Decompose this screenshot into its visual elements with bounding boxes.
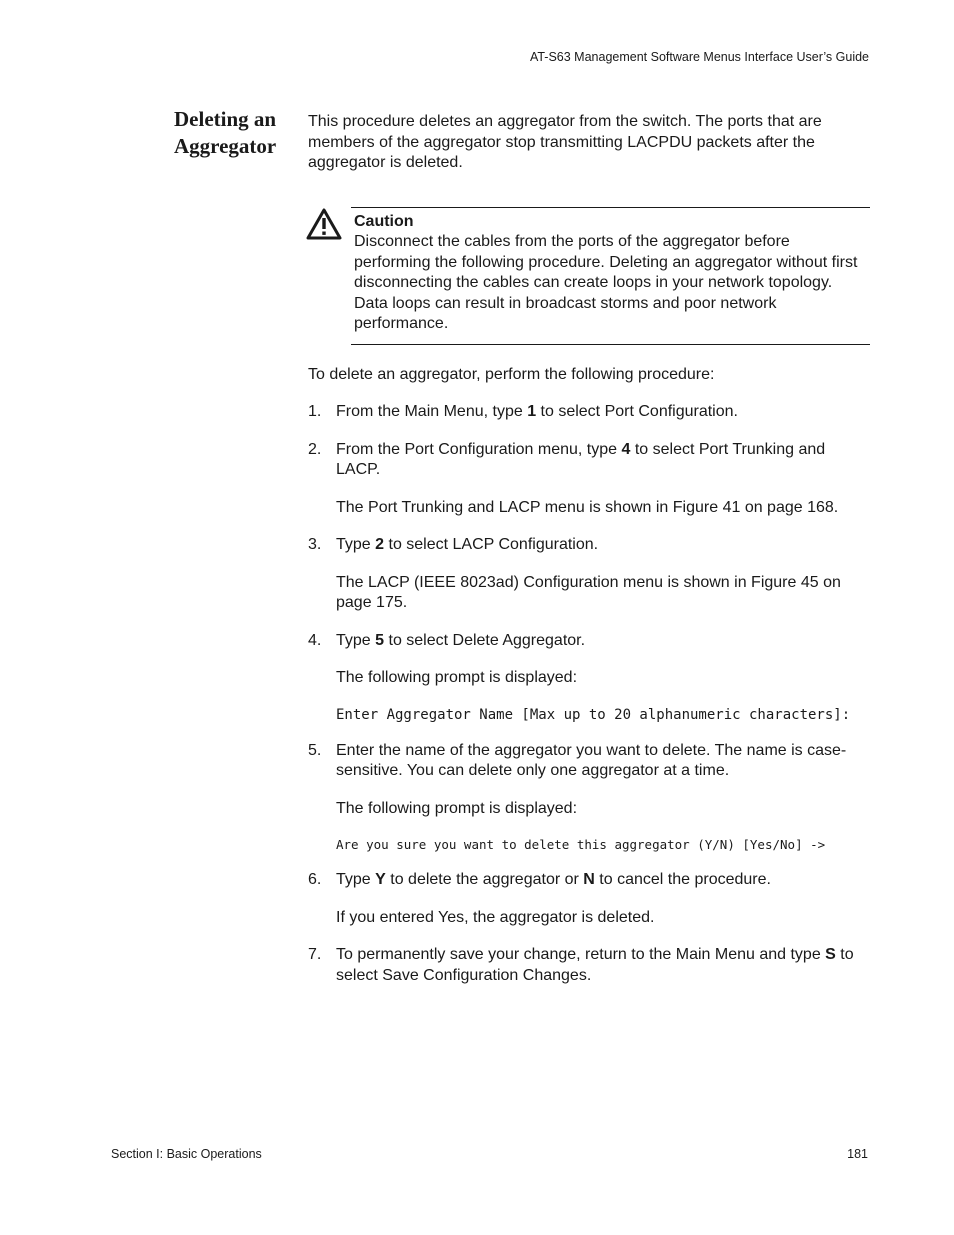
prompt-code: Enter Aggregator Name [Max up to 20 alphanumeric characters]: (336, 706, 851, 723)
step-7 (308, 945, 873, 986)
step-5 (308, 741, 873, 854)
step-number: 5. (308, 741, 322, 759)
caution-text: Disconnect the cables from the ports of the aggregator before performing the following procedure. Deleting an aggregator without first disconnecting the cables can create loops in your network topology. Data loops can result in broadcast storms and poor network performance. (354, 233, 858, 332)
footer-section: Section I: Basic Operations (111, 1147, 262, 1161)
step-text: Type Y to delete the aggregator or N to cancel the procedure. (336, 871, 771, 888)
step-text: Enter the name of the aggregator you want to delete. The name is case-sensitive. You can delete only one aggregator at a time. (336, 741, 847, 779)
step-2 (308, 440, 873, 519)
step-text: Type 5 to select Delete Aggregator. (336, 631, 586, 649)
warning-triangle-icon (306, 208, 342, 240)
step-number: 7. (308, 946, 322, 963)
step-note: The following prompt is displayed: (336, 799, 578, 817)
step-4 (308, 631, 873, 724)
step-text: From the Port Configuration menu, type 4 to select Port Trunking and LACP. (336, 440, 826, 478)
footer-page-number: 181 (847, 1147, 868, 1161)
step-6 (308, 870, 873, 928)
intro-paragraph: This procedure deletes an aggregator from the switch. The ports that are members of the aggregator stop transmitting LACPDU packets after the aggregator is deleted. (308, 113, 822, 171)
step-1 (308, 402, 873, 423)
procedure-steps (308, 402, 873, 986)
caution-box (351, 207, 870, 345)
step-number: 6. (308, 871, 322, 888)
section-title: Deleting an Aggregator (174, 107, 277, 158)
caution-title: Caution (354, 212, 414, 230)
procedure-lead: To delete an aggregator, perform the following procedure: (308, 365, 715, 383)
prompt-code: Are you sure you want to delete this aggregator (Y/N) [Yes/No] -> (336, 837, 826, 852)
step-3 (308, 535, 873, 614)
running-header: AT-S63 Management Software Menus Interface User’s Guide (529, 50, 869, 64)
step-number: 1. (308, 403, 322, 420)
step-note: The Port Trunking and LACP menu is shown in Figure 41 on page 168. (336, 498, 839, 516)
step-note: The following prompt is displayed: (336, 669, 578, 686)
body-content (308, 112, 873, 986)
step-number: 4. (308, 631, 322, 649)
step-number: 3. (308, 536, 322, 553)
step-text: From the Main Menu, type 1 to select Port Configuration. (336, 403, 738, 420)
step-text: Type 2 to select LACP Configuration. (336, 536, 599, 553)
step-text: To permanently save your change, return to the Main Menu and type S to select Save Configuration Changes. (336, 946, 854, 984)
step-number: 2. (308, 440, 322, 458)
step-note: The LACP (IEEE 8023ad) Configuration menu is shown in Figure 45 on page 175. (336, 573, 841, 611)
step-note: If you entered Yes, the aggregator is deleted. (336, 908, 655, 926)
